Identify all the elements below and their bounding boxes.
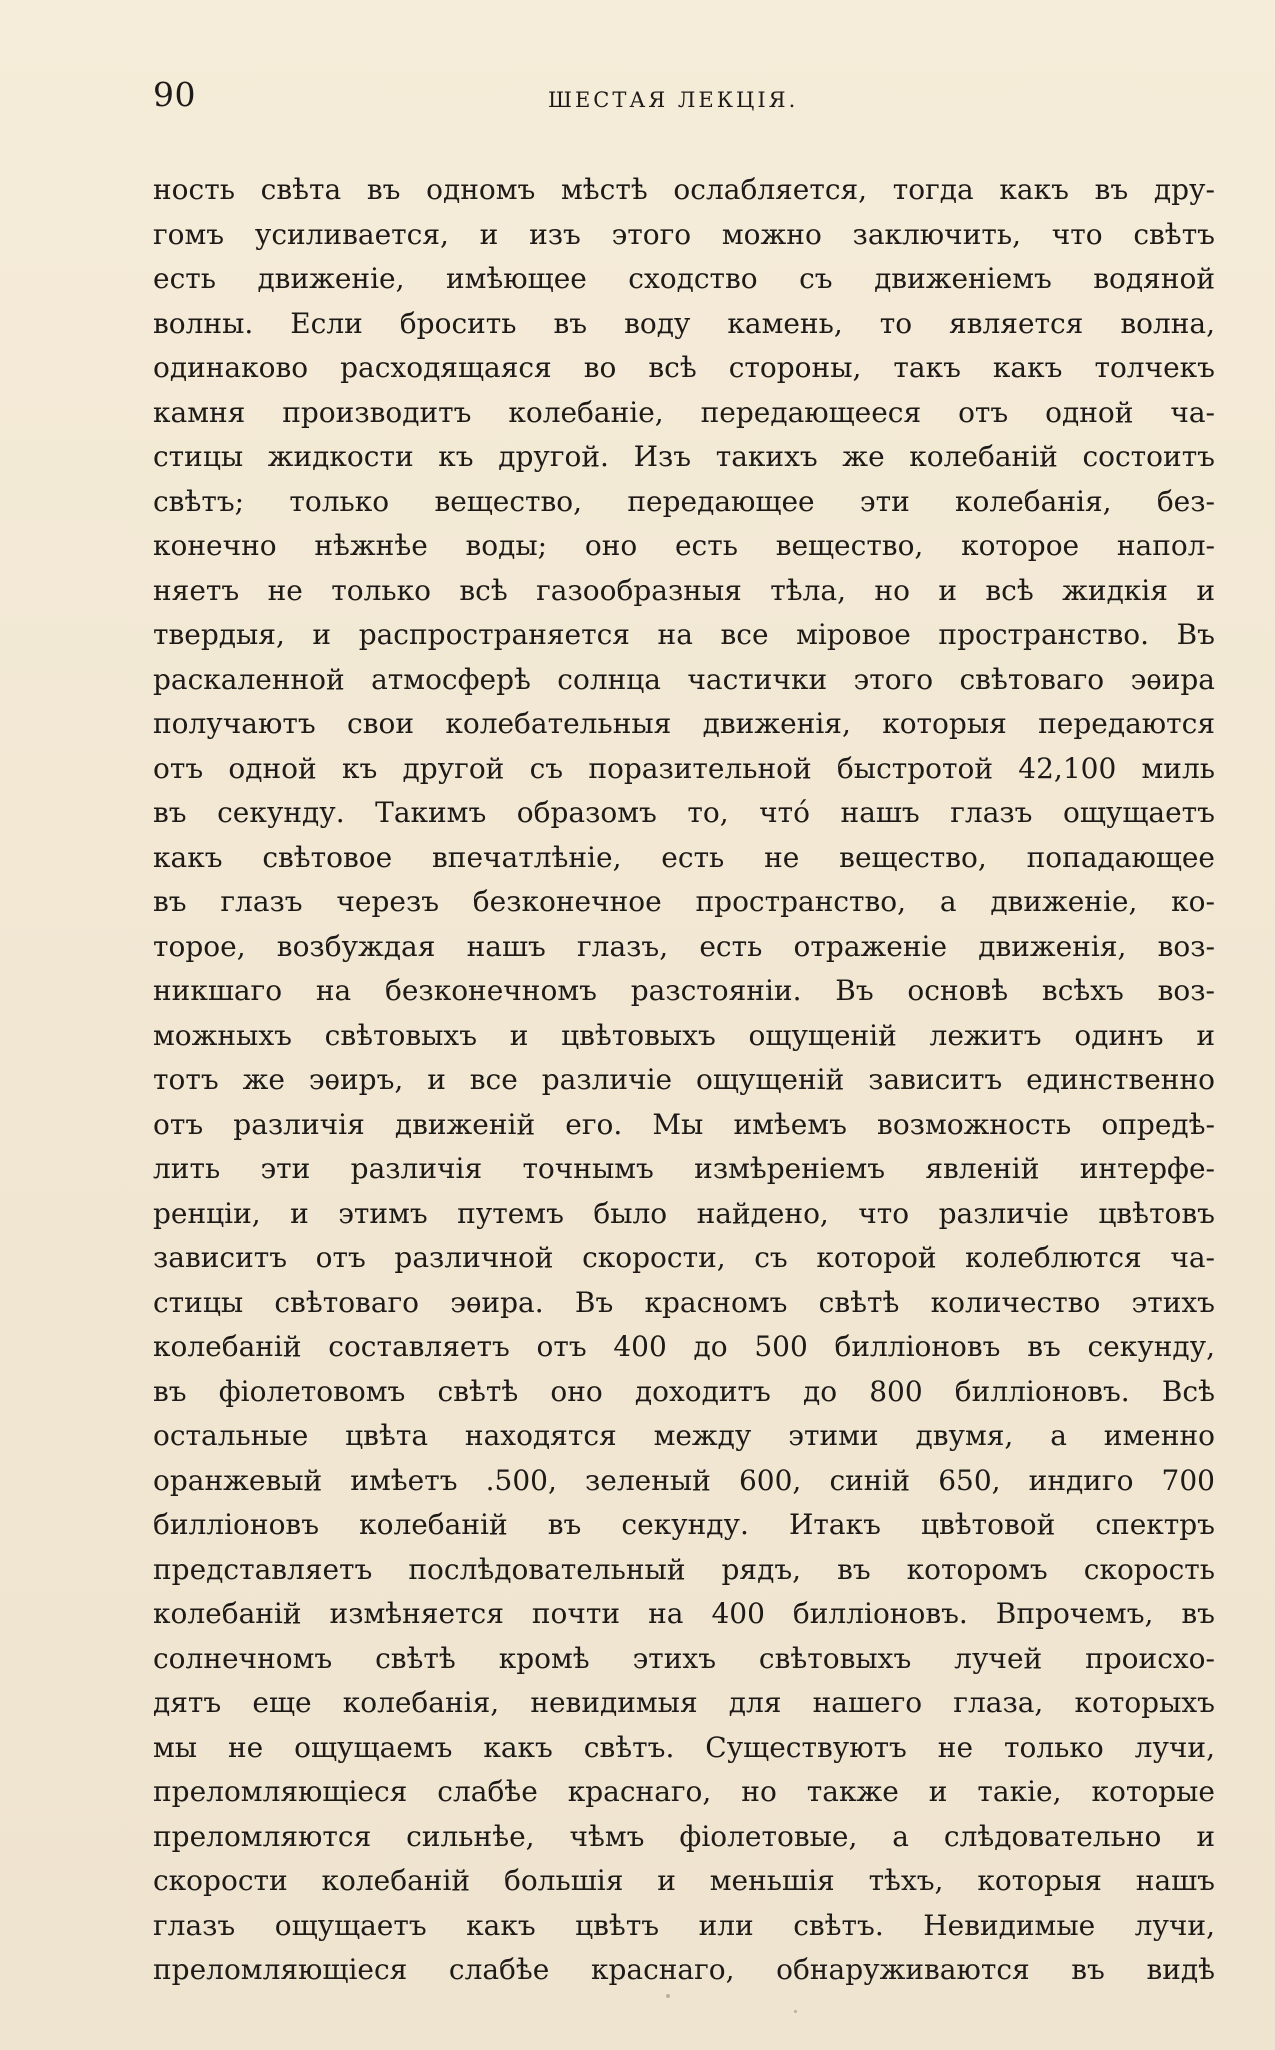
text-line: тотъ же эѳиръ, и все различіе ощущеній зависитъ единственно (153, 1063, 1215, 1096)
paper-speck (666, 1994, 670, 1998)
text-line: преломляются сильнѣе, чѣмъ фіолетовые, а слѣдовательно и (153, 1819, 1215, 1853)
text-line: въ глазъ черезъ безконечное пространство, а движеніе, ко- (153, 885, 1215, 918)
text-line: есть движеніе, имѣющее сходство съ движеніемъ водяной (153, 262, 1215, 295)
text-line: волны. Если бросить въ воду камень, то является волна, (153, 306, 1215, 340)
text-line: колебаній составляетъ отъ 400 до 500 билліоновъ въ секунду, (153, 1330, 1215, 1363)
text-line: мы не ощущаемъ какъ свѣтъ. Существуютъ не только лучи, (153, 1730, 1215, 1764)
paper-speck (794, 2010, 797, 2013)
text-line: стицы жидкости къ другой. Изъ такихъ же колебаній состоитъ (153, 440, 1215, 473)
text-line: отъ одной къ другой съ поразительной быстротой 42,100 миль (153, 751, 1215, 785)
body-text (153, 168, 1215, 1993)
text-line: раскаленной атмосферѣ солнца частички этого свѣтоваго эѳира (153, 662, 1215, 696)
text-line: скорости колебаній большія и меньшія тѣхъ, которыя нашъ (153, 1864, 1215, 1897)
text-line: преломляющіеся слабѣе краснаго, но также и такіе, которые (153, 1775, 1215, 1808)
text-line: свѣтъ; только вещество, передающее эти колебанія, без- (153, 484, 1215, 518)
text-line: ность свѣта въ одномъ мѣстѣ ослабляется, тогда какъ въ дру- (153, 173, 1215, 206)
text-line: билліоновъ колебаній въ секунду. Итакъ цвѣтовой спектръ (153, 1508, 1215, 1541)
text-line: въ секунду. Такимъ образомъ то, что́ нашъ глазъ ощущаетъ (153, 796, 1215, 829)
text-line: колебаній измѣняется почти на 400 билліоновъ. Впрочемъ, въ (153, 1597, 1215, 1630)
text-line: остальные цвѣта находятся между этими двумя, а именно (153, 1419, 1215, 1452)
running-title: ШЕСТАЯ ЛЕКЦІЯ. (548, 88, 799, 112)
text-line: солнечномъ свѣтѣ кромѣ этихъ свѣтовыхъ лучей происхо- (153, 1641, 1215, 1675)
text-line: преломляющіеся слабѣе краснаго, обнаруживаются въ видѣ (153, 1953, 1215, 1986)
text-line: одинаково расходящаяся во всѣ стороны, такъ какъ толчекъ (153, 351, 1215, 384)
text-line: представляетъ послѣдовательный рядъ, въ которомъ скорость (153, 1552, 1215, 1586)
text-line: глазъ ощущаетъ какъ цвѣтъ или свѣтъ. Невидимые лучи, (153, 1908, 1215, 1942)
page-number: 90 (153, 75, 196, 114)
text-line: оранжевый имѣетъ .500, зеленый 600, синій 650, индиго 700 (153, 1463, 1215, 1497)
text-line: торое, возбуждая нашъ глазъ, есть отраженіе движенія, воз- (153, 929, 1215, 963)
text-line: дятъ еще колебанія, невидимыя для нашего глаза, которыхъ (153, 1686, 1215, 1719)
text-line: лить эти различія точнымъ измѣреніемъ явленій интерфе- (153, 1152, 1215, 1185)
page-header (0, 70, 1275, 120)
text-line: получаютъ свои колебательныя движенія, которыя передаются (153, 707, 1215, 740)
text-line: можныхъ свѣтовыхъ и цвѣтовыхъ ощущеній лежитъ одинъ и (153, 1018, 1215, 1052)
text-line: твердыя, и распространяется на все міровое пространство. Въ (153, 618, 1215, 651)
text-line: конечно нѣжнѣе воды; оно есть вещество, которое напол- (153, 529, 1215, 562)
text-line: какъ свѣтовое впечатлѣніе, есть не вещество, попадающее (153, 840, 1215, 874)
text-line: въ фіолетовомъ свѣтѣ оно доходитъ до 800 билліоновъ. Всѣ (153, 1374, 1215, 1408)
text-line: зависитъ отъ различной скорости, съ которой колеблются ча- (153, 1241, 1215, 1274)
text-line: стицы свѣтоваго эѳира. Въ красномъ свѣтѣ количество этихъ (153, 1285, 1215, 1319)
text-line: никшаго на безконечномъ разстояніи. Въ основѣ всѣхъ воз- (153, 974, 1215, 1007)
text-line: гомъ усиливается, и изъ этого можно заключить, что свѣтъ (153, 217, 1215, 251)
text-line: отъ различія движеній его. Мы имѣемъ возможность опредѣ- (153, 1107, 1215, 1141)
text-line: камня производитъ колебаніе, передающееся отъ одной ча- (153, 395, 1215, 429)
text-line: няетъ не только всѣ газообразныя тѣла, но и всѣ жидкія и (153, 573, 1215, 607)
text-line: ренціи, и этимъ путемъ было найдено, что различіе цвѣтовъ (153, 1196, 1215, 1230)
